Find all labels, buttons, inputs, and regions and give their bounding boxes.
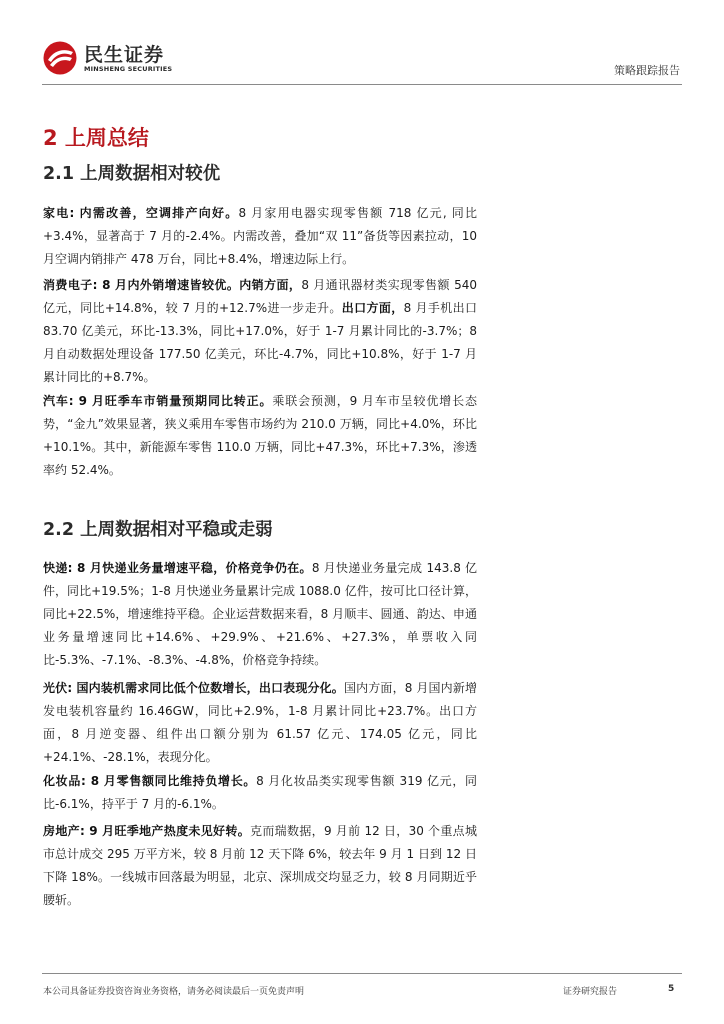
paragraph-body: 8 月家用电器实现零售额 718 亿元, 同比+3.4%，显著高于 7 月的-2.4%。内需改善，叠加“双 11”备货等因素拉动，10 月空调内销排产 478 万台，同比+8.4%，增速边际上行。 bbox=[43, 206, 477, 266]
paragraph-lead: 快递: 8 月快递业务量增速平稳，价格竞争仍在。 bbox=[43, 561, 312, 575]
footer-disclaimer: 本公司具备证券投资咨询业务资格，请务必阅读最后一页免责声明 bbox=[43, 987, 305, 997]
paragraph-body: 克而瑞数据，9 月前 12 日，30 个重点城市总计成交 295 万平方米，较 8 月前 12 天下降 6%，较去年 9 月 1 日到 12 日下降 18%。一线城市回落最为明显，北京、深圳成交均显乏力，较 8 月同期近乎腰斩。 bbox=[43, 824, 477, 907]
paragraph-lead: 家电: 内需改善，空调排产向好。 bbox=[43, 206, 239, 220]
paragraph-lead: 消费电子: 8 月内外销增速皆较优。内销方面， bbox=[43, 278, 302, 292]
paragraph-consumer-electronics bbox=[43, 274, 477, 389]
paragraph-express-delivery bbox=[43, 557, 477, 672]
page-header bbox=[42, 38, 682, 84]
section-title: 2 上周总结 bbox=[43, 126, 149, 150]
paragraph-body: 国内方面，8 月国内新增发电装机容量约 16.46GW，同比+2.9%，1-8 月累计同比+23.7%。出口方面，8 月逆变器、组件出口额分别为 61.57 亿元、174.05 亿元，同比+24.1%、-28.1%，表现分化。 bbox=[43, 681, 477, 764]
paragraph-lead: 化妆品: 8 月零售额同比维持负增长。 bbox=[43, 774, 257, 788]
footer-divider bbox=[42, 973, 682, 974]
logo-chinese-name: 民生证券 bbox=[84, 44, 165, 66]
page-number: 5 bbox=[668, 984, 675, 994]
subsection-title-2: 2.2 上周数据相对平稳或走弱 bbox=[43, 520, 273, 540]
paragraph-body: 8 月快递业务量完成 143.8 亿件，同比+19.5%；1-8 月快递业务量累计完成 1088.0 亿件，按可比口径计算，同比+22.5%，增速维持平稳。企业运营数据来看，8 月顺丰、圆通、韵达、申通业务量增速同比+14.6%、+29.9%、+21.6%、+27.3%，单票收入同比-5.3%、-7.1%、-8.3%、-4.8%，价格竞争持续。 bbox=[43, 561, 477, 667]
minsheng-logo bbox=[42, 38, 192, 78]
paragraph-lead: 房地产: 9 月旺季地产热度未见好转。 bbox=[43, 824, 251, 838]
paragraph-lead: 光伏: 国内装机需求同比低个位数增长，出口表现分化。 bbox=[43, 681, 344, 695]
paragraph-body: 乘联会预测，9 月车市呈较优增长态势，“金九”效果显著，狭义乘用车零售市场约为 210.0 万辆，同比+4.0%，环比+10.1%。其中，新能源车零售 110.0 万辆，同比+47.3%，环比+7.3%，渗透率约 52.4%。 bbox=[43, 394, 477, 477]
minsheng-logo-icon bbox=[42, 40, 78, 76]
paragraph-home-appliances bbox=[43, 202, 477, 271]
paragraph-auto bbox=[43, 390, 477, 482]
footer-doc-type: 证券研究报告 bbox=[563, 987, 618, 997]
subsection-title-1: 2.1 上周数据相对较优 bbox=[43, 164, 221, 184]
paragraph-body: 8 月化妆品类实现零售额 319 亿元，同比-6.1%，持平于 7 月的-6.1%。 bbox=[43, 774, 478, 811]
paragraph-body-export: 8 月手机出口 83.70 亿美元，环比-13.3%，同比+17.0%，好于 1-7 月累计同比的-3.7%；8 月自动数据处理设备 177.50 亿美元，环比-4.7%，同比+10.8%，好于 1-7 月累计同比的+8.7%。 bbox=[43, 301, 477, 384]
header-divider bbox=[42, 84, 682, 85]
paragraph-lead-export: 出口方面， bbox=[341, 301, 404, 315]
report-type-label: 策略跟踪报告 bbox=[614, 64, 680, 77]
paragraph-body: 8 月通讯器材类实现零售额 540 亿元，同比+14.8%，较 7 月的+12.7%进一步走升。 bbox=[43, 278, 478, 315]
paragraph-cosmetics bbox=[43, 770, 477, 816]
logo-english-name: MINSHENG SECURITIES bbox=[84, 65, 173, 73]
paragraph-lead: 汽车: 9 月旺季车市销量预期同比转正。 bbox=[43, 394, 273, 408]
paragraph-real-estate bbox=[43, 820, 477, 912]
paragraph-photovoltaic bbox=[43, 677, 477, 769]
